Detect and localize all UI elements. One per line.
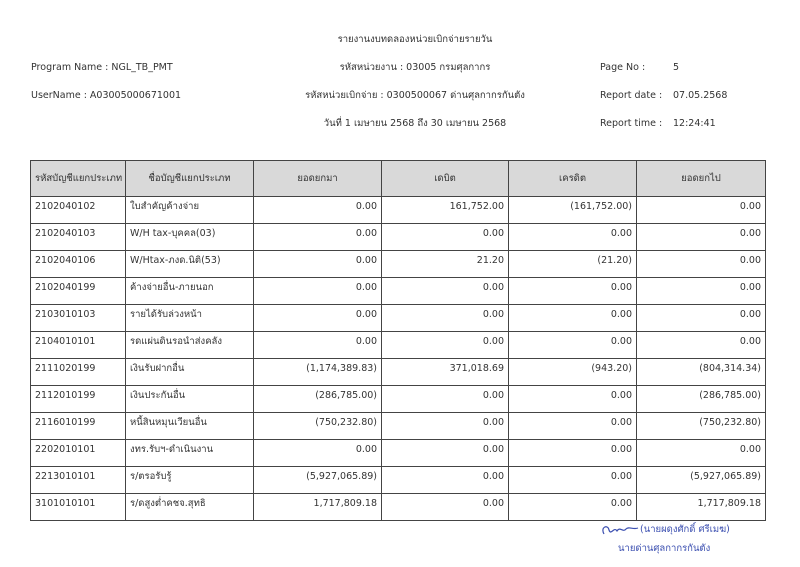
cell-debit: 371,018.69 xyxy=(382,359,509,386)
agency-code: รหัสหน่วยงาน : 03005 กรมศุลกากร xyxy=(339,62,491,73)
cell-closing-balance: 0.00 xyxy=(637,305,766,332)
cell-opening-balance: (1,174,389.83) xyxy=(254,359,382,386)
disbursement-unit: รหัสหน่วยเบิกจ่าย : 0300500067 ด่านศุลกากรกันตัง xyxy=(305,90,525,101)
cell-credit: (161,752.00) xyxy=(509,197,637,224)
cell-debit: 0.00 xyxy=(382,386,509,413)
cell-opening-balance: (5,927,065.89) xyxy=(254,467,382,494)
cell-account-code: 2116010199 xyxy=(31,413,126,440)
signatory-name: (นายผดุงศักดิ์ ศรีเมฆ) xyxy=(640,524,730,535)
cell-account-code: 3101010101 xyxy=(31,494,126,521)
cell-closing-balance: 0.00 xyxy=(637,278,766,305)
cell-debit: 0.00 xyxy=(382,413,509,440)
cell-account-name: งทร.รับฯ-ดำเนินงาน xyxy=(126,440,254,467)
cell-account-name: ร/ตรอรับรู้ xyxy=(126,467,254,494)
cell-debit: 0.00 xyxy=(382,224,509,251)
cell-credit: 0.00 xyxy=(509,413,637,440)
cell-credit: 0.00 xyxy=(509,494,637,521)
cell-closing-balance: 0.00 xyxy=(637,224,766,251)
cell-closing-balance: 0.00 xyxy=(637,197,766,224)
cell-credit: 0.00 xyxy=(509,332,637,359)
cell-debit: 0.00 xyxy=(382,305,509,332)
cell-opening-balance: 0.00 xyxy=(254,278,382,305)
table-body xyxy=(31,197,766,521)
cell-opening-balance: 0.00 xyxy=(254,251,382,278)
cell-account-code: 2202010101 xyxy=(31,440,126,467)
cell-debit: 161,752.00 xyxy=(382,197,509,224)
cell-credit: 0.00 xyxy=(509,386,637,413)
cell-account-name: รดแผ่นดินรอนำส่งคลัง xyxy=(126,332,254,359)
cell-account-code: 2102040102 xyxy=(31,197,126,224)
cell-account-name: ใบสำคัญค้างจ่าย xyxy=(126,197,254,224)
table-row xyxy=(31,278,766,305)
cell-credit: (21.20) xyxy=(509,251,637,278)
cell-account-name: เงินประกันอื่น xyxy=(126,386,254,413)
col-header-closing-balance: ยอดยกไป xyxy=(637,161,766,197)
cell-account-code: 2102040106 xyxy=(31,251,126,278)
cell-debit: 0.00 xyxy=(382,494,509,521)
col-header-opening-balance: ยอดยกมา xyxy=(254,161,382,197)
report-time-label: Report time : xyxy=(600,118,663,129)
cell-credit: (943.20) xyxy=(509,359,637,386)
cell-account-name: W/H tax-บุคคล(03) xyxy=(126,224,254,251)
report-date-label: Report date : xyxy=(600,90,663,101)
cell-debit: 0.00 xyxy=(382,440,509,467)
col-header-debit: เดบิต xyxy=(382,161,509,197)
table-row xyxy=(31,386,766,413)
table-row xyxy=(31,224,766,251)
program-name: Program Name : NGL_TB_PMT xyxy=(31,62,173,73)
table-row xyxy=(31,332,766,359)
cell-account-code: 2104010101 xyxy=(31,332,126,359)
report-time: 12:24:41 xyxy=(673,118,716,129)
report-period: วันที่ 1 เมษายน 2568 ถึง 30 เมษายน 2568 xyxy=(323,118,507,129)
cell-opening-balance: 0.00 xyxy=(254,197,382,224)
signatory-position: นายด่านศุลกากรกันตัง xyxy=(618,543,711,554)
trial-balance-table xyxy=(30,160,766,521)
cell-account-name: รายได้รับล่วงหน้า xyxy=(126,305,254,332)
cell-credit: 0.00 xyxy=(509,440,637,467)
cell-opening-balance: (750,232.80) xyxy=(254,413,382,440)
cell-debit: 0.00 xyxy=(382,467,509,494)
cell-account-name: หนี้สินหมุนเวียนอื่น xyxy=(126,413,254,440)
cell-credit: 0.00 xyxy=(509,224,637,251)
cell-debit: 0.00 xyxy=(382,332,509,359)
report-title: รายงานงบทดลองหน่วยเบิกจ่ายรายวัน xyxy=(337,34,493,45)
user-name: UserName : A03005000671001 xyxy=(31,90,182,101)
cell-credit: 0.00 xyxy=(509,278,637,305)
cell-opening-balance: (286,785.00) xyxy=(254,386,382,413)
cell-closing-balance: (286,785.00) xyxy=(637,386,766,413)
cell-account-code: 2103010103 xyxy=(31,305,126,332)
cell-account-code: 2112010199 xyxy=(31,386,126,413)
report-date: 07.05.2568 xyxy=(673,90,728,101)
col-header-account-code: รหัสบัญชีแยกประเภท xyxy=(31,161,126,197)
signature-block xyxy=(600,523,740,567)
col-header-account-name: ชื่อบัญชีแยกประเภท xyxy=(126,161,254,197)
col-header-credit: เครดิต xyxy=(509,161,637,197)
cell-account-code: 2102040199 xyxy=(31,278,126,305)
page-no-label: Page No : xyxy=(600,62,646,73)
cell-account-name: W/Htax-ภงด.นิติ(53) xyxy=(126,251,254,278)
table-header-row xyxy=(31,161,766,197)
cell-account-code: 2111020199 xyxy=(31,359,126,386)
table-row xyxy=(31,467,766,494)
table-row xyxy=(31,359,766,386)
cell-debit: 0.00 xyxy=(382,278,509,305)
cell-closing-balance: (750,232.80) xyxy=(637,413,766,440)
cell-debit: 21.20 xyxy=(382,251,509,278)
cell-opening-balance: 0.00 xyxy=(254,305,382,332)
cell-account-name: ร/ดสูงต่ำคชจ.สุทธิ xyxy=(126,494,254,521)
table-row xyxy=(31,494,766,521)
cell-closing-balance: 0.00 xyxy=(637,440,766,467)
cell-closing-balance: 0.00 xyxy=(637,332,766,359)
table-row xyxy=(31,413,766,440)
cell-opening-balance: 0.00 xyxy=(254,440,382,467)
cell-opening-balance: 1,717,809.18 xyxy=(254,494,382,521)
page-no: 5 xyxy=(673,62,680,73)
signature-scribble xyxy=(600,523,640,537)
table-row xyxy=(31,440,766,467)
cell-account-name: ค้างจ่ายอื่น-ภายนอก xyxy=(126,278,254,305)
table-row xyxy=(31,197,766,224)
cell-opening-balance: 0.00 xyxy=(254,332,382,359)
cell-opening-balance: 0.00 xyxy=(254,224,382,251)
cell-account-code: 2102040103 xyxy=(31,224,126,251)
table-row xyxy=(31,251,766,278)
cell-closing-balance: (804,314.34) xyxy=(637,359,766,386)
table-row xyxy=(31,305,766,332)
cell-credit: 0.00 xyxy=(509,305,637,332)
cell-closing-balance: 1,717,809.18 xyxy=(637,494,766,521)
cell-account-code: 2213010101 xyxy=(31,467,126,494)
cell-account-name: เงินรับฝากอื่น xyxy=(126,359,254,386)
cell-closing-balance: 0.00 xyxy=(637,251,766,278)
cell-closing-balance: (5,927,065.89) xyxy=(637,467,766,494)
cell-credit: 0.00 xyxy=(509,467,637,494)
